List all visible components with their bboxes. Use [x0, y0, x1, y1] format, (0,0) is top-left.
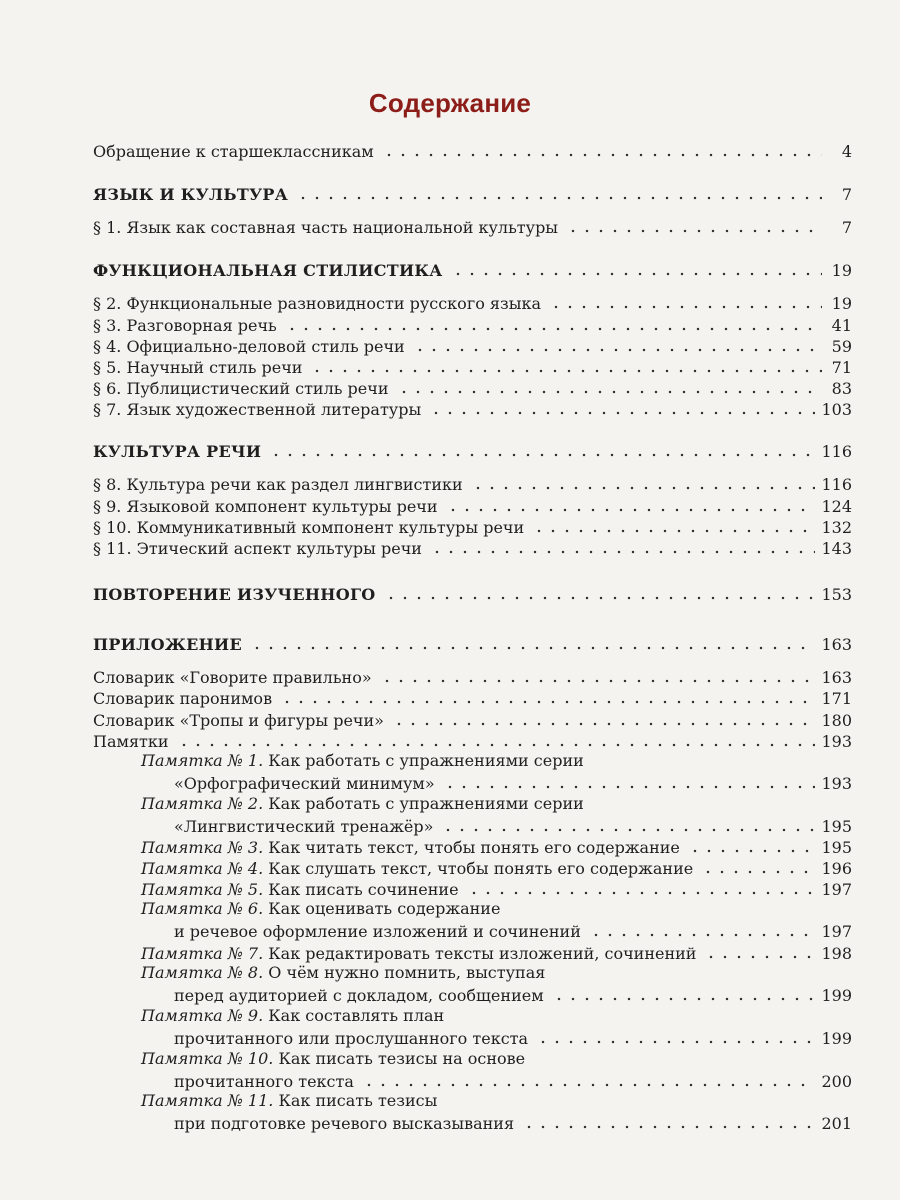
section-title: ФУНКЦИОНАЛЬНАЯ СТИЛИСТИКА: [93, 261, 443, 280]
entry-page: 83: [831, 379, 852, 398]
entry-text: Словарик «Говорите правильно»: [93, 668, 372, 687]
dot-leader: [280, 699, 815, 705]
toc-section-appendix[interactable]: [93, 633, 852, 655]
dot-leader: [441, 827, 815, 833]
entry-page: 193: [821, 732, 852, 751]
toc-entry-intro[interactable]: [93, 140, 852, 162]
memo-text: Как редактировать тексты изложений, сочинений: [268, 944, 697, 963]
section-title: ПРИЛОЖЕНИЕ: [93, 635, 242, 654]
entry-page: 198: [821, 944, 852, 963]
entry-page: 195: [821, 838, 852, 857]
memo-text: О чём нужно помнить, выступая: [268, 963, 546, 982]
dot-leader: [177, 742, 816, 748]
section-page: 116: [821, 442, 852, 461]
toc-entry[interactable]: [93, 216, 852, 238]
memo-label: Памятка № 9.: [141, 1006, 264, 1025]
entry-page: 103: [821, 400, 852, 419]
memo-label: Памятка № 6.: [141, 899, 264, 918]
toc-entry[interactable]: [93, 314, 852, 336]
section-page: 163: [821, 635, 852, 654]
dot-leader: [250, 645, 815, 651]
dot-leader: [310, 368, 822, 374]
dot-leader: [382, 152, 822, 158]
entry-page: 199: [821, 1029, 852, 1048]
memo-3[interactable]: [141, 836, 852, 858]
section-title: КУЛЬТУРА РЕЧИ: [93, 442, 262, 461]
toc-entry[interactable]: [93, 516, 852, 538]
dot-leader: [380, 678, 816, 684]
memo-text: Как работать с упражнениями серии: [268, 751, 584, 770]
memo-1-last-line[interactable]: [174, 772, 852, 794]
entry-text: Обращение к старшеклассникам: [93, 142, 374, 161]
section-title: ПОВТОРЕНИЕ ИЗУЧЕННОГО: [93, 585, 376, 604]
dot-leader: [471, 485, 816, 491]
entry-page: 132: [821, 518, 852, 537]
entry-page: 200: [821, 1072, 852, 1091]
entry-text: Словарик паронимов: [93, 689, 273, 708]
memo-label: Памятка № 7.: [141, 944, 264, 963]
memo-10-last-line[interactable]: [174, 1070, 852, 1092]
toc-section-review[interactable]: [93, 583, 852, 605]
entry-text: Памятки: [93, 732, 169, 751]
section-title: ЯЗЫК И КУЛЬТУРА: [93, 185, 289, 204]
dot-leader: [446, 507, 816, 513]
entry-text: § 11. Этический аспект культуры речи: [93, 539, 422, 558]
entry-text: § 1. Язык как составная часть национальной культуры: [93, 218, 559, 237]
dot-leader: [566, 228, 822, 234]
memo-text: Как оценивать содержание: [268, 899, 501, 918]
memo-label: Памятка № 8.: [141, 963, 264, 982]
dot-leader: [467, 890, 816, 896]
memo-text: Как писать тезисы на основе: [278, 1049, 526, 1068]
toc-entry[interactable]: [93, 377, 852, 399]
toc-entry[interactable]: [93, 495, 852, 517]
entry-page: 71: [831, 358, 852, 377]
entry-page: 195: [821, 817, 852, 836]
memo-label: Памятка № 3.: [141, 838, 264, 857]
memo-text: прочитанного текста: [174, 1072, 354, 1091]
toc-section-functional-stylistics[interactable]: [93, 259, 852, 281]
toc-entry[interactable]: [93, 292, 852, 314]
memo-text: Как писать сочинение: [268, 880, 459, 899]
entry-page: 59: [831, 337, 852, 356]
entry-text: § 3. Разговорная речь: [93, 316, 277, 335]
entry-text: Словарик «Тропы и фигуры речи»: [93, 711, 384, 730]
dot-leader: [384, 595, 816, 601]
dot-leader: [413, 347, 822, 353]
memo-label: Памятка № 11.: [141, 1091, 274, 1110]
dot-leader: [392, 721, 816, 727]
memo-label: Памятка № 4.: [141, 859, 264, 878]
toc-entry[interactable]: [93, 730, 852, 752]
memo-text: и речевое оформление изложений и сочинений: [174, 922, 581, 941]
dot-leader: [430, 549, 816, 555]
entry-text: § 10. Коммуникативный компонент культуры речи: [93, 518, 525, 537]
entry-page: 197: [821, 922, 852, 941]
entry-page: 201: [821, 1114, 852, 1133]
dot-leader: [532, 528, 815, 534]
memo-label: Памятка № 10.: [141, 1049, 274, 1068]
memo-text: Как работать с упражнениями серии: [268, 794, 584, 813]
dot-leader: [429, 410, 815, 416]
entry-page: 124: [821, 497, 852, 516]
dot-leader: [552, 996, 816, 1002]
section-page: 153: [821, 585, 852, 604]
memo-text: Как составлять план: [268, 1006, 445, 1025]
memo-2-last-line[interactable]: [174, 815, 852, 837]
toc-entry[interactable]: [93, 398, 852, 420]
dot-leader: [296, 195, 822, 201]
entry-page: 4: [841, 142, 852, 161]
toc-entry[interactable]: [93, 687, 852, 709]
memo-6-first-line[interactable]: [141, 899, 500, 921]
toc-entry[interactable]: [93, 666, 852, 688]
page-title: Содержание: [368, 88, 532, 118]
entry-page: 41: [831, 316, 852, 335]
entry-page: 19: [831, 294, 852, 313]
memo-text: «Лингвистический тренажёр»: [174, 817, 434, 836]
entry-text: § 4. Официально-деловой стиль речи: [93, 337, 405, 356]
memo-6-last-line[interactable]: [174, 920, 852, 942]
memo-10-first-line[interactable]: [141, 1049, 525, 1071]
entry-page: 163: [821, 668, 852, 687]
memo-text: прочитанного или прослушанного текста: [174, 1029, 529, 1048]
memo-text: при подготовке речевого высказывания: [174, 1114, 515, 1133]
memo-11-last-line[interactable]: [174, 1112, 852, 1134]
dot-leader: [443, 784, 816, 790]
dot-leader: [397, 389, 822, 395]
dot-leader: [269, 452, 815, 458]
memo-label: Памятка № 5.: [141, 880, 264, 899]
entry-page: 143: [821, 539, 852, 558]
toc-section-speech-culture[interactable]: [93, 440, 852, 462]
memo-text: «Орфографический минимум»: [174, 774, 435, 793]
dot-leader: [589, 932, 816, 938]
dot-leader: [362, 1082, 816, 1088]
dot-leader: [701, 869, 815, 875]
section-page: 19: [831, 261, 852, 280]
memo-label: Памятка № 1.: [141, 751, 264, 770]
dot-leader: [536, 1039, 815, 1045]
entry-page: 7: [841, 218, 852, 237]
entry-text: § 8. Культура речи как раздел лингвистики: [93, 475, 463, 494]
memo-text: перед аудиторией с докладом, сообщением: [174, 986, 544, 1005]
memo-11-first-line[interactable]: [141, 1091, 437, 1113]
toc-section-language-culture[interactable]: [93, 183, 852, 205]
dot-leader: [522, 1124, 815, 1130]
memo-1-first-line[interactable]: [141, 751, 584, 773]
memo-5[interactable]: [141, 878, 852, 900]
dot-leader: [688, 848, 816, 854]
entry-text: § 5. Научный стиль речи: [93, 358, 303, 377]
memo-text: Как слушать текст, чтобы понять его содержание: [268, 859, 694, 878]
toc-entry[interactable]: [93, 537, 852, 559]
toc-entry[interactable]: [93, 356, 852, 378]
dot-leader: [549, 304, 822, 310]
entry-page: 171: [821, 689, 852, 708]
entry-page: 197: [821, 880, 852, 899]
entry-text: § 2. Функциональные разновидности русского языка: [93, 294, 542, 313]
dot-leader: [451, 271, 822, 277]
section-page: 7: [841, 185, 852, 204]
entry-page: 196: [821, 859, 852, 878]
entry-text: § 9. Языковой компонент культуры речи: [93, 497, 438, 516]
entry-page: 180: [821, 711, 852, 730]
memo-7[interactable]: [141, 942, 852, 964]
dot-leader: [704, 954, 815, 960]
entry-text: § 6. Публицистический стиль речи: [93, 379, 389, 398]
entry-page: 193: [821, 774, 852, 793]
memo-9-last-line[interactable]: [174, 1027, 852, 1049]
memo-text: Как читать текст, чтобы понять его содержание: [268, 838, 680, 857]
memo-8-first-line[interactable]: [141, 963, 545, 985]
dot-leader: [285, 326, 822, 332]
memo-2-first-line[interactable]: [141, 794, 584, 816]
entry-text: § 7. Язык художественной литературы: [93, 400, 422, 419]
entry-page: 199: [821, 986, 852, 1005]
entry-page: 116: [821, 475, 852, 494]
toc-entry[interactable]: [93, 473, 852, 495]
memo-9-first-line[interactable]: [141, 1006, 444, 1028]
memo-8-last-line[interactable]: [174, 984, 852, 1006]
toc-entry[interactable]: [93, 335, 852, 357]
toc-entry[interactable]: [93, 709, 852, 731]
memo-label: Памятка № 2.: [141, 794, 264, 813]
memo-4[interactable]: [141, 857, 852, 879]
memo-text: Как писать тезисы: [278, 1091, 438, 1110]
